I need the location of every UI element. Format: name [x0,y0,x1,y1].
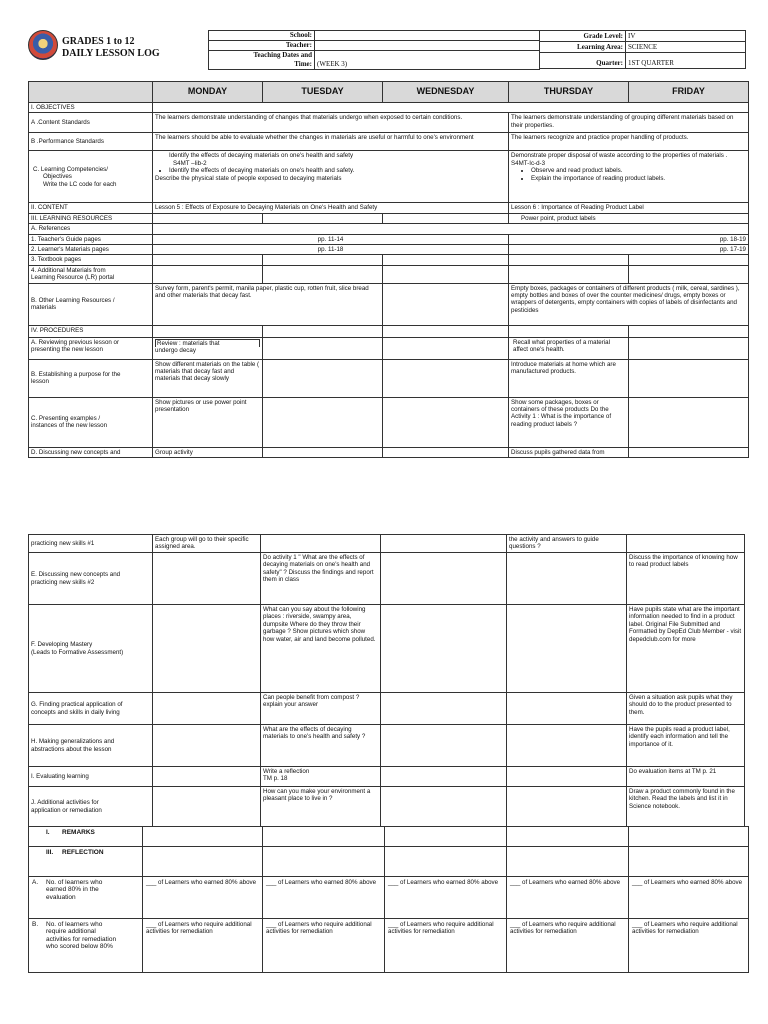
school-value [315,31,540,41]
learners-80-fri: ___ of Learners who earned 80% above [629,877,749,919]
grade-level-label: Grade Level: [540,31,626,42]
objectives-label: I. OBJECTIVES [29,103,153,113]
learners-80-row [29,877,749,919]
learning-resources-wed [383,213,509,223]
learners-80-mon: ___ of Learners who earned 80% above [143,877,263,919]
learners-80-label-2: earned 80% in the [46,886,99,894]
remediation-label-1: No. of learners who [46,921,103,928]
additional-label-2: application or remediation [31,806,102,814]
performance-standards-row [29,133,749,151]
evaluating-tue-1: Write a reflection [263,768,310,775]
remarks-text: REMARKS [62,829,95,836]
remediation-label-3: activities for remediation [46,935,117,943]
additional-materials-fri [629,265,749,283]
teaching-dates-label [209,51,315,70]
learners-80-label [29,877,143,919]
learners-80-num: A. [32,879,39,886]
generalization-label [29,725,153,767]
header-info-right [539,30,746,69]
additional-materials-label [29,265,153,283]
textbook-pages-label: 3. Textbook pages [29,255,153,265]
discussing1-fri-a [629,447,749,457]
school-label: School: [209,31,315,41]
procedures-thu [509,325,629,337]
day-wednesday: WEDNESDAY [383,82,509,103]
remediation-mon: ___ of Learners who require additional activities for remediation [143,919,263,973]
content-mon: Lesson 5 : Effects of Exposure to Decaying Materials on One's Health and Safety [153,203,509,213]
day-thursday: THURSDAY [509,82,629,103]
generalization-label-1: H. Making generalizations and [31,738,115,746]
reviewing-label [29,337,153,359]
additional-label-1: J. Additional activities for [31,799,99,807]
application-mon [153,693,261,725]
competencies-label-3: Write the LC code for each [43,180,117,188]
competencies-thu-1: Demonstrate proper disposal of waste according to the properties of materials . [511,152,728,160]
day-monday: MONDAY [153,82,263,103]
purpose-label-2: lesson [31,378,49,386]
evaluating-tue [261,767,381,787]
reflection-mon [143,847,263,877]
additional-fri: Draw a product commonly found in the kitchen. Read the labels and list it in Science notebook. [627,787,745,827]
discussing2-wed [381,553,507,605]
learning-resources-mon [153,213,263,223]
quarter-label: Quarter: [540,53,626,69]
teaching-dates-label-1: Teaching Dates and [253,51,312,59]
lm-pages-mon: pp. 11-18 [153,245,509,255]
reviewing-mon-2: undergo decay [155,347,196,355]
generalization-label-2: abstractions about the lesson [31,745,112,753]
remediation-label [29,919,143,973]
content-label: II. CONTENT [29,203,153,213]
reflection-label [29,847,143,877]
presenting-thu: Show some packages, boxes or containers of these products Do the Activity 1 : What is the importance of reading product labels ? [509,397,629,447]
procedures-fri [629,325,749,337]
learning-area-label: Learning Area: [540,42,626,53]
learning-area-value: SCIENCE [626,42,746,53]
remediation-wed: ___ of Learners who require additional activities for remediation [385,919,507,973]
form-title [62,36,160,60]
reviewing-wed [383,337,509,359]
discussing1-mon-b: Each group will go to their specific assigned area. [153,535,261,553]
discussing1-wed-b [381,535,507,553]
textbook-thu [509,255,629,265]
form-title-line2: DAILY LESSON LOG [62,48,160,59]
purpose-label [29,359,153,397]
other-resources-label [29,283,153,325]
reviewing-tue [263,337,383,359]
competencies-mon-2: S4MT –Iib-2 [173,159,207,167]
application-label-2: concepts and skills in daily living [31,708,120,716]
reflection-row [29,847,749,877]
procedures-row [29,325,749,337]
textbook-fri [629,255,749,265]
remarks-thu [507,827,629,847]
reviewing-mon-1: Review : materials that [155,339,260,347]
remediation-label-2: require additional [46,928,96,936]
other-resources-mon: Survey form, parent's permit, manila paper, plastic cup, rotten fruit, slice bread and other materials that decay fast. [153,283,383,325]
competencies-thu [509,151,749,203]
reviewing-thu: Recall what properties of a material affect one's health. [509,337,629,359]
content-standards-label: A .Content Standards [29,113,153,133]
competencies-mon-3: • Identify the effects of decaying materials on one's health and safety. [169,167,506,174]
reviewing-label-1: A. Reviewing previous lesson or [31,338,120,346]
additional-materials-mon [153,265,263,283]
additional-materials-label-2: Learning Resource (LR) portal [31,274,115,282]
presenting-mon: Show pictures or use power point presentation [153,397,263,447]
lm-pages-thu: pp. 17-19 [509,245,749,255]
competencies-thu-4: • Explain the importance of reading product labels. [531,175,746,182]
deped-seal-icon [28,30,58,60]
performance-standards-label: B .Performance Standards [29,133,153,151]
competencies-label [29,151,153,203]
additional-row [29,787,745,827]
procedures-wed [383,325,509,337]
purpose-mon: Show different materials on the table ( materials that decay fast and materials that decay slowly [153,359,263,397]
discussing2-fri: Discuss the importance of knowing how to read product labels [627,553,745,605]
additional-materials-row [29,265,749,283]
application-row [29,693,745,725]
other-resources-label-2: materials [31,304,57,312]
tg-pages-row [29,234,749,244]
additional-materials-label-1: 4. Additional Materials from [31,266,106,274]
mastery-tue: What can you say about the following places : riverside, swampy area, dumpsite Where do they throw their garbage ? Show pictures which show how water, air and land become polluted. [261,605,381,693]
discussing1-label-a: D. Discussing new concepts and [29,447,153,457]
remarks-label [29,827,143,847]
teaching-dates-value: (WEEK 3) [315,51,540,70]
evaluating-tue-2: TM p. 18 [263,775,288,783]
discussing1-wed-a [383,447,509,457]
learning-resources-thu: Power point, product labels [509,213,749,223]
remarks-mon [143,827,263,847]
teaching-dates-label-2: Time: [294,60,312,68]
mastery-label-1: F. Developing Mastery [31,641,93,649]
generalization-wed [381,725,507,767]
content-thu: Lesson 6 : Importance of Reading Product Label [509,203,749,213]
reflection-num: III. [46,849,54,856]
additional-wed [381,787,507,827]
competencies-mon-1: Identify the effects of decaying materials on one's health and safety [169,152,354,160]
day-friday: FRIDAY [629,82,749,103]
tg-pages-label: 1. Teacher's Guide pages [29,234,153,244]
procedures-tue [263,325,383,337]
additional-mon [153,787,261,827]
reflection-text: REFLECTION [62,849,104,856]
mastery-label [29,605,153,693]
competencies-mon [153,151,509,203]
application-label [29,693,153,725]
reviewing-row [29,337,749,359]
discussing2-row [29,553,745,605]
remediation-thu: ___ of Learners who require additional activities for remediation [507,919,629,973]
reflection-thu [507,847,629,877]
other-resources-wed [383,283,509,325]
discussing1-fri-b [627,535,745,553]
procedures-mon [153,325,263,337]
mastery-thu [507,605,627,693]
reflection-table [28,826,749,973]
purpose-wed [383,359,509,397]
day-tuesday: TUESDAY [263,82,383,103]
evaluating-thu [507,767,627,787]
evaluating-fri: Do evaluation items at TM p. 21 [627,767,745,787]
remediation-label-4: who scored below 80% [46,943,113,951]
discussing1-row-a [29,447,749,457]
teacher-label: Teacher: [209,41,315,51]
mastery-fri: Have pupils state what are the important information needed to find in a product label. Original File Submitted and Formatted by DepEd Club Member - visit depedclub.com for more [627,605,745,693]
mastery-wed [381,605,507,693]
tg-pages-mon: pp. 11-14 [153,234,509,244]
day-header-blank [29,82,153,103]
other-resources-thu: Empty boxes, packages or containers of different products ( milk, cereal, sardines ), empty bottles and boxes of over the counter medicines/ drugs, empty boxes or wrappers of detergents, empty containers with copies of labels of disinfectants and pesticides [509,283,749,325]
learners-80-label-3: evaluation [46,893,76,901]
day-header-row [29,82,749,103]
evaluating-mon [153,767,261,787]
discussing2-thu [507,553,627,605]
discussing1-label-b: practicing new skills #1 [29,535,153,553]
evaluating-wed [381,767,507,787]
remarks-wed [385,827,507,847]
reviewing-fri [629,337,749,359]
application-tue: Can people benefit from compost ? explain your answer [261,693,381,725]
generalization-tue: What are the effects of decaying materials to one's health and safety ? [261,725,381,767]
lesson-log-table-part1 [28,81,749,458]
procedures-label: IV. PROCEDURES [29,325,153,337]
discussing1-mon-a: Group activity [153,447,263,457]
textbook-tue [263,255,383,265]
reflection-wed [385,847,507,877]
discussing2-label-2: practicing new skills #2 [31,578,95,586]
presenting-fri [629,397,749,447]
objectives-cell [153,103,749,113]
competencies-label-2: Objectives [43,173,72,181]
evaluating-label: I. Evaluating learning [29,767,153,787]
additional-materials-tue [263,265,383,283]
remarks-num: I. [46,829,50,836]
remediation-num: B. [32,921,39,928]
purpose-row [29,359,749,397]
other-resources-row [29,283,749,325]
purpose-fri [629,359,749,397]
purpose-tue [263,359,383,397]
discussing1-tue-a [263,447,383,457]
lm-pages-label: 2. Learner's Materials pages [29,245,153,255]
learners-80-wed: ___ of Learners who earned 80% above [385,877,507,919]
application-wed [381,693,507,725]
presenting-row [29,397,749,447]
application-label-1: G. Finding practical application of [31,701,123,709]
performance-standards-thu: The learners recognize and practice proper handling of products. [509,133,749,151]
content-standards-thu: The learners demonstrate understanding of grouping different materials based on their properties. [509,113,749,133]
generalization-row [29,725,745,767]
learners-80-label-1: No. of learners who [46,879,103,886]
textbook-mon [153,255,263,265]
other-resources-label-1: B. Other Learning Resources / [31,296,115,304]
generalization-thu [507,725,627,767]
mastery-row [29,605,745,693]
discussing2-label-1: E. Discussing new concepts and [31,571,121,579]
discussing1-tue-b [261,535,381,553]
content-standards-mon: The learners demonstrate understanding of changes that materials undergo when exposed to certain conditions. [153,113,509,133]
reviewing-label-2: presenting the new lesson [31,346,103,354]
reviewing-mon [153,337,263,359]
references-row [29,224,749,234]
additional-tue: How can you make your environment a pleasant place to live in ? [261,787,381,827]
discussing1-row-b [29,535,745,553]
performance-standards-mon: The learners should be able to evaluate whether the changes in materials are useful or harmful to one's environment [153,133,509,151]
generalization-fri: Have the pupils read a product label, identify each information and tell the importance of it. [627,725,745,767]
learners-80-thu: ___ of Learners who earned 80% above [507,877,629,919]
additional-materials-wed [383,265,509,283]
competencies-thu-3: • Observe and read product labels. [531,167,746,174]
presenting-label-2: instances of the new lesson [31,422,108,430]
application-thu [507,693,627,725]
presenting-wed [383,397,509,447]
additional-thu [507,787,627,827]
discussing2-mon [153,553,261,605]
competencies-label-1: C. Learning Competencies/ [33,165,108,173]
form-title-line1: GRADES 1 to 12 [62,36,135,47]
references-label: A. References [29,224,153,234]
lesson-log-table-part2 [28,534,745,827]
discussing2-label [29,553,153,605]
textbook-wed [383,255,509,265]
purpose-thu: Introduce materials at home which are manufactured products. [509,359,629,397]
teacher-value [315,41,540,51]
tg-pages-thu: pp. 18-19 [509,234,749,244]
generalization-mon [153,725,261,767]
content-row [29,203,749,213]
mastery-mon [153,605,261,693]
competencies-mon-4: Describe the physical state of people exposed to decaying materials [155,174,342,182]
objectives-row [29,103,749,113]
remarks-fri [629,827,749,847]
textbook-pages-row [29,255,749,265]
learning-resources-tue [263,213,383,223]
evaluating-row [29,767,745,787]
additional-label [29,787,153,827]
presenting-label [29,397,153,447]
reflection-fri [629,847,749,877]
additional-materials-thu [509,265,629,283]
content-standards-row [29,113,749,133]
remediation-tue: ___ of Learners who require additional activities for remediation [263,919,385,973]
references-cell [153,224,749,234]
quarter-value: 1ST QUARTER [626,53,746,69]
discussing1-thu-b: the activity and answers to guide questions ? [507,535,627,553]
remediation-row [29,919,749,973]
remarks-tue [263,827,385,847]
mastery-label-2: (Leads to Formative Assessment) [31,648,124,656]
grade-level-value: IV [626,31,746,42]
competencies-row [29,151,749,203]
presenting-label-1: C. Presenting examples / [31,414,101,422]
remarks-row [29,827,749,847]
header-info-left [208,30,540,70]
presenting-tue [263,397,383,447]
learning-resources-row [29,213,749,223]
application-fri: Given a situation ask pupils what they should do to the product presented to them. [627,693,745,725]
lm-pages-row [29,245,749,255]
discussing2-tue: Do activity 1 " What are the effects of decaying materials on one's health and safety" ? Discuss the findings and report them in class [261,553,381,605]
learners-80-tue: ___ of Learners who earned 80% above [263,877,385,919]
reflection-tue [263,847,385,877]
learning-resources-label: III. LEARNING RESOURCES [29,213,153,223]
purpose-label-1: B. Establishing a purpose for the [31,370,121,378]
discussing1-thu-a: Discuss pupils gathered data from [509,447,629,457]
competencies-thu-2: S4MT-Ic-d-3 [511,159,546,167]
remediation-fri: ___ of Learners who require additional activities for remediation [629,919,749,973]
